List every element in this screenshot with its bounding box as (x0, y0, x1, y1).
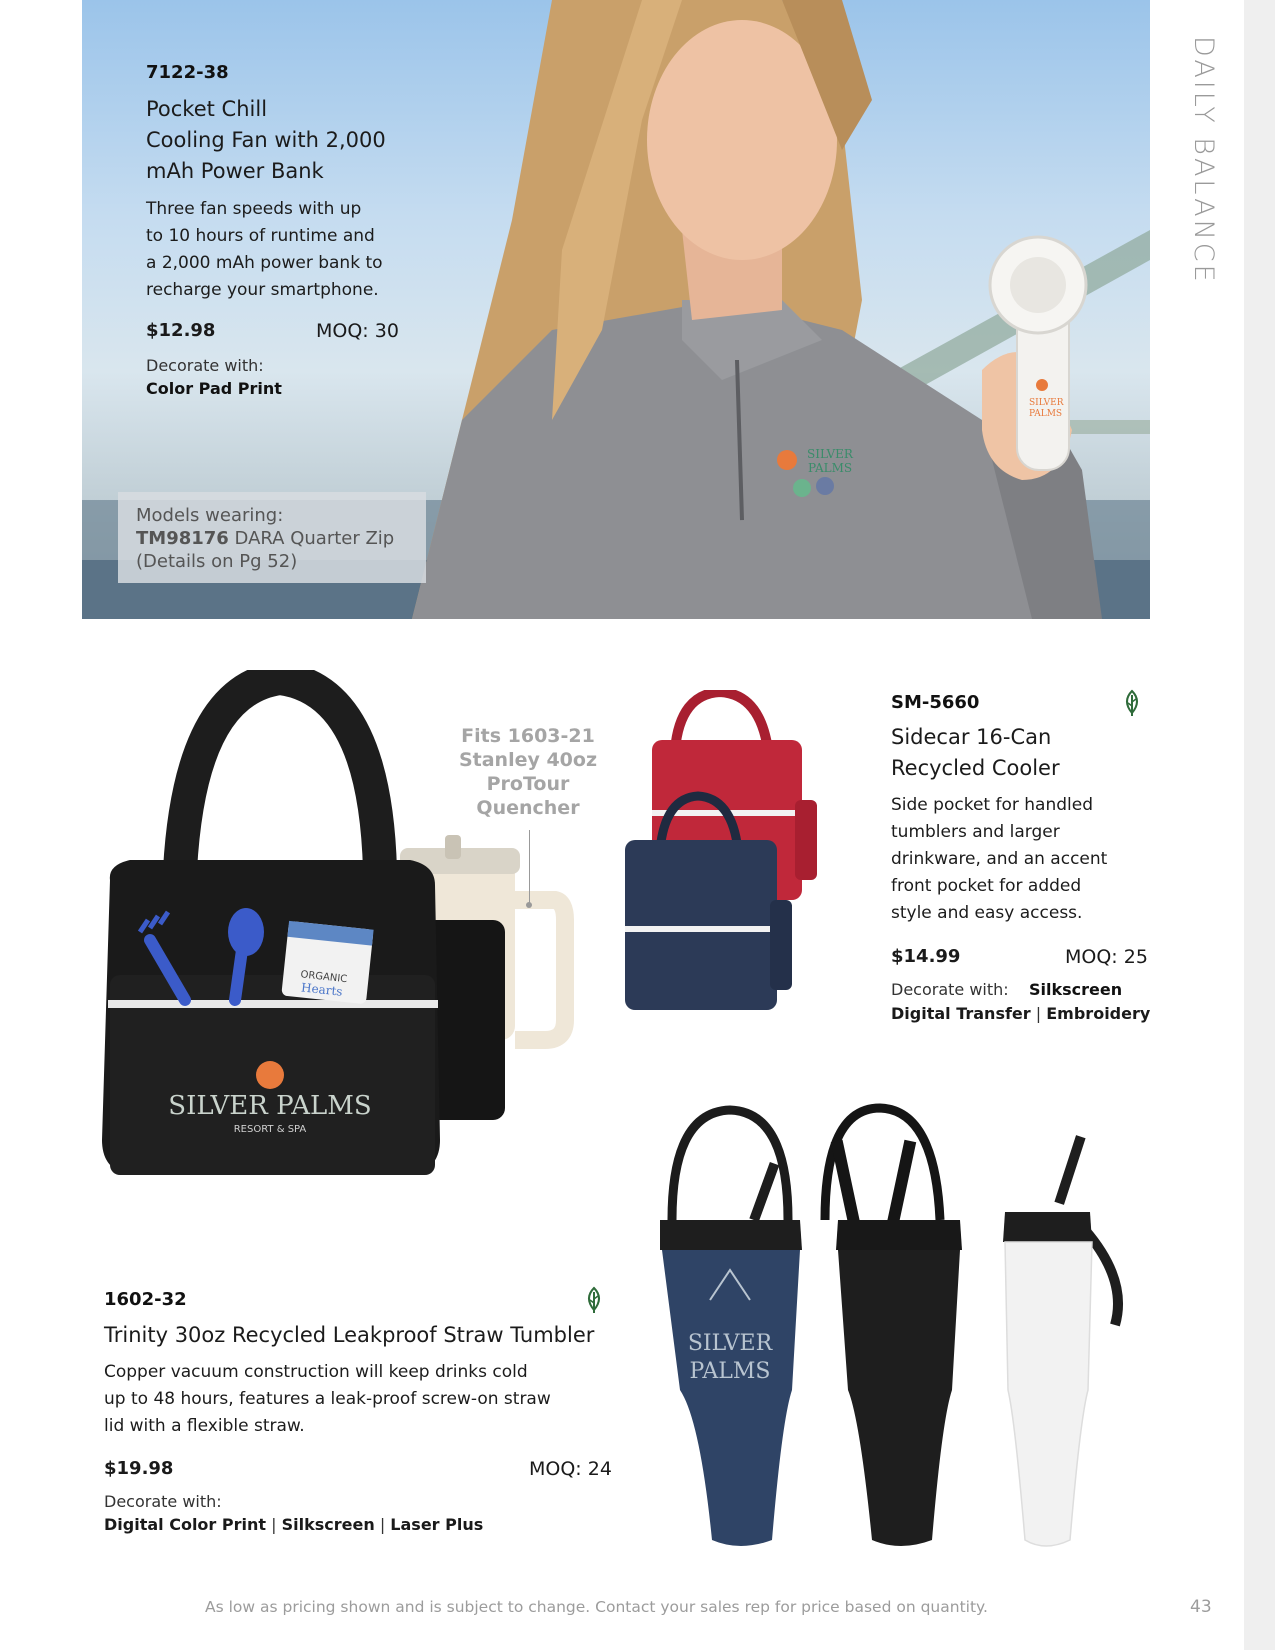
callout-line: ProTour (486, 773, 570, 795)
tumbler-decorate-label: Decorate with: (104, 1492, 222, 1511)
callout-line: Fits 1603-21 (461, 725, 595, 747)
fan-title-line: Cooling Fan with 2,000 (146, 128, 386, 152)
svg-text:SILVER: SILVER (807, 447, 853, 461)
cooler-title-line: Sidecar 16-Can (891, 725, 1052, 749)
fan-desc-line: a 2,000 mAh power bank to (146, 253, 383, 273)
models-note-product (136, 527, 394, 550)
tumbler-decorate-method: Digital Color Print (104, 1515, 267, 1534)
cooler-title (891, 722, 1151, 784)
snack-pack-label: ORGANIC (299, 969, 348, 986)
models-note-sku: TM98176 (136, 528, 229, 549)
tumbler-decorate-methods: Digital Color Print | Silkscreen | Laser Plus (104, 1515, 484, 1534)
fan-desc-line: to 10 hours of runtime and (146, 226, 375, 246)
fan-title-line: Pocket Chill (146, 97, 268, 121)
tumbler-moq: MOQ: 24 (529, 1458, 612, 1480)
tumbler-desc-line: up to 48 hours, features a leak-proof screw-on straw (104, 1389, 551, 1409)
callout-line: Quencher (476, 797, 580, 819)
snack-pack-label: Hearts (300, 980, 344, 999)
tumbler-title: Trinity 30oz Recycled Leakproof Straw Tumbler (104, 1323, 595, 1347)
tumbler-desc-line: lid with a flexible straw. (104, 1416, 305, 1436)
logo-sub: RESORT & SPA (233, 1124, 307, 1135)
tumbler-logo-line: SILVER (687, 1331, 773, 1356)
svg-text:PALMS: PALMS (1029, 409, 1063, 419)
fan-sku: 7122-38 (146, 62, 229, 83)
fan-title-line: mAh Power Bank (146, 159, 324, 183)
fan-title (146, 94, 446, 187)
tumblers-image (660, 1100, 1160, 1550)
tumbler-fit-callout (448, 724, 608, 820)
cooler-decorate-label: Decorate with: (891, 980, 1009, 999)
tumbler-sku: 1602-32 (104, 1289, 187, 1310)
tumbler-price: $19.98 (104, 1458, 174, 1479)
tumbler-decorate-method: Silkscreen (281, 1515, 375, 1534)
fan-description (146, 196, 446, 304)
fan-desc-line: recharge your smartphone. (146, 280, 379, 300)
cooler-decorate-method: Embroidery (1046, 1004, 1151, 1023)
cooler-decorate-methods-line2: Digital Transfer | Embroidery (891, 1004, 1151, 1023)
cooler-sku: SM-5660 (891, 692, 980, 713)
cooler-desc-line: front pocket for added (891, 876, 1082, 896)
pricing-disclaimer: As low as pricing shown and is subject to change. Contact your sales rep for price based on quantity. (205, 1598, 988, 1616)
red-navy-coolers-image (620, 690, 830, 1030)
logo-brand: SILVER PALMS (168, 1091, 372, 1121)
models-note-heading: Models wearing: (136, 505, 284, 526)
callout-leader-line (529, 830, 530, 904)
fan-moq: MOQ: 30 (316, 320, 399, 342)
leaf-icon (582, 1286, 606, 1314)
page-number: 43 (1190, 1597, 1212, 1617)
callout-line: Stanley 40oz (458, 749, 598, 771)
cooler-decorate-method: Silkscreen (1029, 980, 1123, 999)
models-note (118, 492, 426, 583)
svg-text:SILVER: SILVER (1029, 398, 1064, 408)
cooler-price: $14.99 (891, 946, 961, 967)
tumbler-desc-line: Copper vacuum construction will keep drinks cold (104, 1362, 528, 1382)
models-note-product-name: DARA Quarter Zip (234, 528, 395, 549)
cooler-title-line: Recycled Cooler (891, 756, 1060, 780)
callout-leader-dot (526, 902, 532, 908)
section-label: DAILY BALANCE (1188, 36, 1219, 285)
fan-decorate-label: Decorate with: (146, 356, 264, 375)
cooler-desc-line: style and easy access. (891, 903, 1083, 923)
cooler-moq: MOQ: 25 (1065, 946, 1148, 968)
tumbler-logo-line: PALMS (689, 1359, 771, 1384)
cooler-description (891, 792, 1151, 927)
tumbler-description (104, 1359, 624, 1440)
cooler-desc-line: Side pocket for handled (891, 795, 1093, 815)
fan-decorate-method: Color Pad Print (146, 379, 282, 398)
page-edge-strip (1244, 0, 1275, 1650)
fan-desc-line: Three fan speeds with up (146, 199, 362, 219)
models-note-details: (Details on Pg 52) (136, 551, 298, 572)
fan-price: $12.98 (146, 320, 216, 341)
cooler-desc-line: tumblers and larger (891, 822, 1060, 842)
svg-text:PALMS: PALMS (808, 461, 853, 475)
cooler-desc-line: drinkware, and an accent (891, 849, 1108, 869)
tumbler-decorate-method: Laser Plus (390, 1515, 484, 1534)
leaf-icon (1120, 689, 1144, 717)
cooler-decorate-method: Digital Transfer (891, 1004, 1031, 1023)
